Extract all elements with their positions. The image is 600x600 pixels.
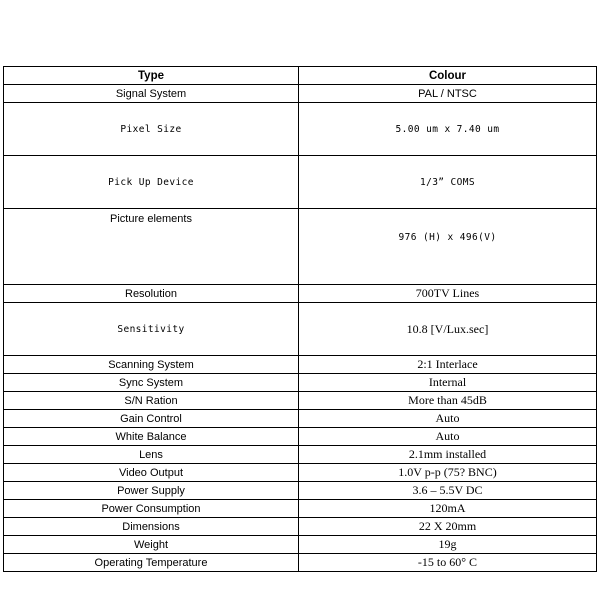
row-type: Gain Control — [4, 410, 299, 428]
table-row — [4, 446, 597, 464]
table-row — [4, 392, 597, 410]
row-type: Video Output — [4, 464, 299, 482]
table-row — [4, 103, 597, 156]
table-row — [4, 209, 597, 285]
row-colour: 3.6 – 5.5V DC — [299, 482, 597, 500]
table-row — [4, 554, 597, 572]
row-type: Sensitivity — [4, 303, 299, 356]
row-type: Resolution — [4, 285, 299, 303]
row-colour: 1.0V p-p (75? BNC) — [299, 464, 597, 482]
row-type: Pick Up Device — [4, 156, 299, 209]
row-colour: 2.1mm installed — [299, 446, 597, 464]
row-type: Pixel Size — [4, 103, 299, 156]
row-colour: 976 (H) x 496(V) — [299, 209, 597, 285]
table-row — [4, 374, 597, 392]
table-row — [4, 303, 597, 356]
row-type: Power Supply — [4, 482, 299, 500]
header-row — [4, 67, 597, 85]
row-type: Power Consumption — [4, 500, 299, 518]
row-colour: 5.00 um x 7.40 um — [299, 103, 597, 156]
table-row — [4, 482, 597, 500]
table-row — [4, 410, 597, 428]
row-colour: More than 45dB — [299, 392, 597, 410]
header-type: Type — [4, 67, 299, 85]
table-row — [4, 156, 597, 209]
row-type: Scanning System — [4, 356, 299, 374]
row-type: Sync System — [4, 374, 299, 392]
row-type: Lens — [4, 446, 299, 464]
row-colour: 2:1 Interlace — [299, 356, 597, 374]
row-colour: Internal — [299, 374, 597, 392]
row-colour: 120mA — [299, 500, 597, 518]
header-colour: Colour — [299, 67, 597, 85]
row-type: White Balance — [4, 428, 299, 446]
row-colour: 1/3” COMS — [299, 156, 597, 209]
row-type: Picture elements — [4, 209, 299, 285]
row-type: Dimensions — [4, 518, 299, 536]
table-row — [4, 356, 597, 374]
table-row — [4, 536, 597, 554]
row-type: Signal System — [4, 85, 299, 103]
row-type: S/N Ration — [4, 392, 299, 410]
row-colour: 10.8 [V/Lux.sec] — [299, 303, 597, 356]
table-row — [4, 85, 597, 103]
table-row — [4, 500, 597, 518]
row-colour: Auto — [299, 410, 597, 428]
row-colour: 19g — [299, 536, 597, 554]
row-colour: Auto — [299, 428, 597, 446]
table-row — [4, 285, 597, 303]
row-colour: 700TV Lines — [299, 285, 597, 303]
spec-table — [3, 66, 597, 572]
table-row — [4, 464, 597, 482]
row-type: Weight — [4, 536, 299, 554]
table-row — [4, 518, 597, 536]
row-type: Operating Temperature — [4, 554, 299, 572]
row-colour: PAL / NTSC — [299, 85, 597, 103]
table-row — [4, 428, 597, 446]
row-colour: 22 X 20mm — [299, 518, 597, 536]
row-colour: -15 to 60° C — [299, 554, 597, 572]
